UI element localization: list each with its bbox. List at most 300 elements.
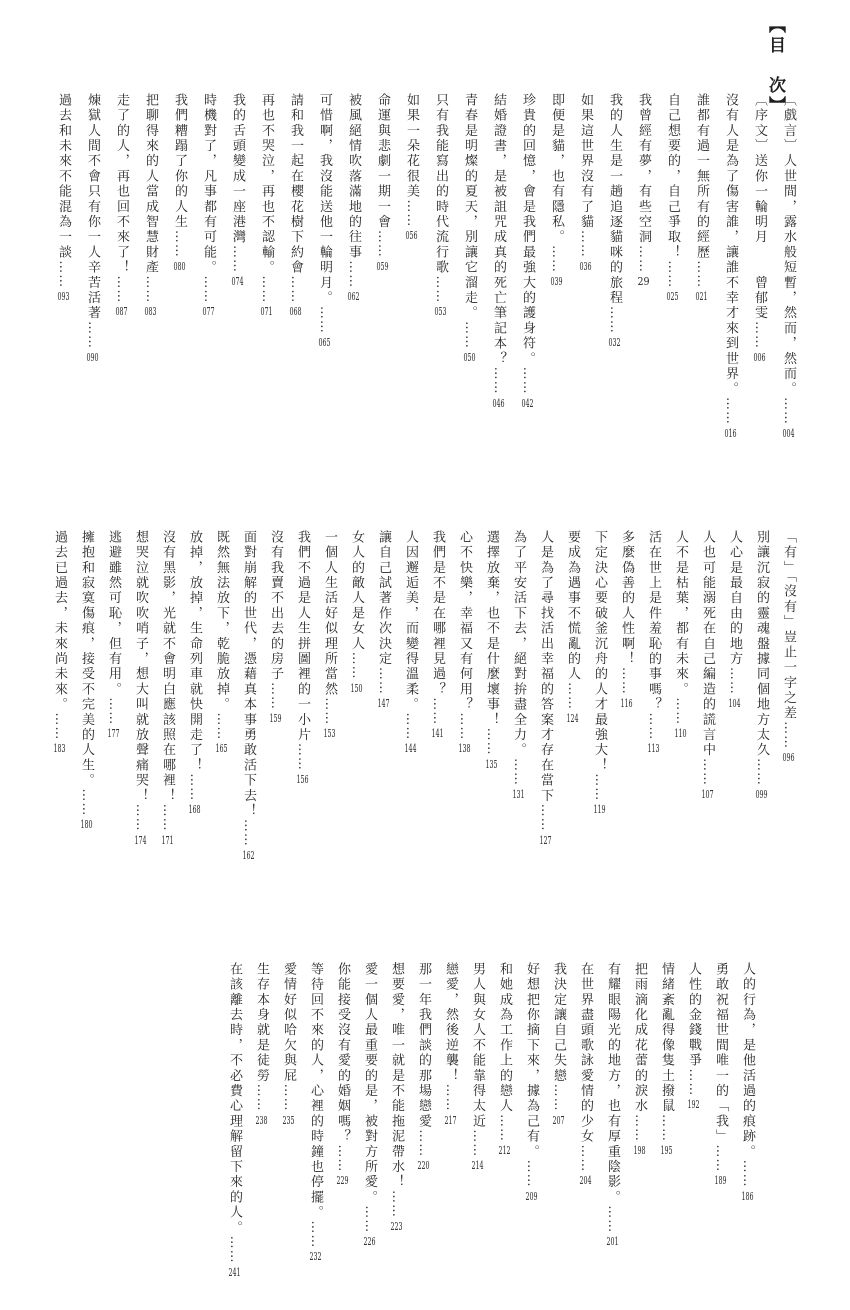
leader-dots: …… [754, 758, 769, 786]
toc-entry [637, 93, 650, 463]
page-number: 241 [228, 1266, 241, 1278]
toc-entry [377, 530, 390, 905]
page-number: 042 [521, 397, 534, 409]
page-number: 090 [86, 352, 99, 363]
entry-title: 等待回不來的人，心裡的時鐘也停擺。 [308, 962, 323, 1221]
toc-entry [309, 962, 322, 1310]
leader-dots: …… [433, 275, 448, 304]
toc-entry [512, 530, 525, 905]
entry-title: 在世界盡頭歌詠愛情的少女 [578, 962, 593, 1145]
entry-title: 既然無法放下，乾脆放掉。 [214, 530, 229, 713]
entry-title: 即便是貓，也有隱私。 [549, 93, 564, 245]
page-number: 198 [633, 1145, 646, 1156]
entry-title: 過去已過去，未來尚未來。 [52, 530, 67, 713]
leader-dots: …… [484, 727, 499, 756]
page-number: 127 [539, 834, 552, 846]
leader-dots: …… [665, 260, 680, 289]
page-number: 068 [289, 306, 302, 318]
toc-entry [550, 93, 563, 463]
leader-dots: …… [781, 721, 796, 750]
page-number: 162 [242, 849, 255, 861]
leader-dots: …… [632, 1114, 647, 1142]
leader-dots: …… [740, 1159, 755, 1188]
toc-entry [255, 962, 268, 1310]
page-number: 226 [363, 1236, 376, 1248]
entry-title: 我的舌頭變成一座港灣 [230, 93, 245, 245]
leader-dots: …… [346, 260, 361, 289]
leader-dots: …… [404, 199, 419, 228]
entry-title: 結婚證書，是被詛咒成真的死亡筆記本？ [491, 93, 506, 367]
entry-title: 「有」「沒有」豈止一字之差 [781, 530, 796, 722]
entry-title: 多麼偽善的人性啊！ [619, 530, 634, 667]
entry-title: 人因邂逅美，而變得溫柔。 [403, 530, 418, 713]
entry-title: 放掉，放掉，生命列車就快開走了！ [187, 530, 202, 774]
leader-dots: …… [565, 682, 580, 710]
toc-entry [86, 93, 99, 463]
entry-title: 珍貴的回憶，會是我們最強大的護身符。 [520, 93, 535, 367]
toc-entry [647, 530, 660, 905]
toc-entry [289, 93, 302, 463]
page-number: 059 [376, 260, 389, 272]
entry-title: 沒有黑影，光就不會明白應該照在哪裡！ [160, 530, 175, 804]
page-number: 214 [471, 1160, 484, 1172]
leader-dots: …… [470, 1129, 485, 1158]
page-number: 159 [269, 713, 282, 724]
toc-entry [458, 530, 471, 905]
entry-title: 走了的人，再也回不來了！ [114, 93, 129, 276]
leader-dots: …… [403, 712, 418, 741]
entry-title: 人心是最自由的地方 [727, 530, 742, 667]
page-number: 021 [695, 291, 708, 303]
leader-dots: …… [578, 229, 593, 258]
page-number: 141 [431, 728, 444, 740]
toc-entry [417, 962, 430, 1310]
leader-dots: …… [201, 275, 216, 304]
entry-title: 人性的金錢戰爭 [686, 962, 701, 1069]
page-number: 077 [202, 306, 215, 318]
toc-entry [269, 530, 282, 905]
leader-dots: …… [322, 697, 337, 726]
leader-dots: …… [308, 1220, 323, 1249]
entry-title: 下定決心要破釜沉舟的人才最強大！ [592, 530, 607, 774]
entry-title: 讓自己試著作次決定 [376, 530, 391, 667]
page-number: 217 [444, 1114, 457, 1126]
page-number: 186 [741, 1190, 754, 1202]
page-number: 195 [660, 1145, 673, 1156]
entry-title: 有耀眼陽光的地方，也有厚重陰影。 [605, 962, 620, 1206]
page-number: 039 [550, 276, 563, 287]
page-number: 083 [144, 306, 157, 318]
entry-title: 煉獄人間不會只有你一人辛苦活著 [85, 93, 100, 321]
toc-entry [521, 93, 534, 463]
entry-title: 只有我能寫出的時代流行歌 [433, 93, 448, 276]
page-number: 171 [161, 834, 174, 846]
toc-entry [80, 530, 93, 905]
toc-entry [724, 93, 737, 463]
leader-dots: …… [389, 1190, 404, 1218]
entry-title: 誰都有過一無所有的經歷 [694, 93, 709, 261]
entry-title: 人也可能溺死在自己編造的謊言中 [700, 530, 715, 758]
leader-dots: …… [187, 773, 202, 802]
leader-dots: …… [781, 397, 796, 425]
page-number: 232 [309, 1251, 322, 1263]
leader-dots: …… [281, 1083, 296, 1112]
toc-entry [608, 93, 621, 463]
leader-dots: …… [241, 818, 256, 847]
toc-entry [674, 530, 687, 905]
page-number: 074 [231, 276, 244, 287]
toc-entry [318, 93, 331, 463]
page-number: 189 [714, 1175, 727, 1187]
page-number: 138 [458, 743, 471, 755]
entry-title: 生存本身就是徒勞 [254, 962, 269, 1084]
entry-title: 愛情好似哈欠與屁 [281, 962, 296, 1084]
leader-dots: …… [133, 803, 148, 832]
page-number: 110 [674, 728, 687, 740]
entry-title: 女人的敵人是女人 [349, 530, 364, 652]
page-number: 238 [255, 1114, 268, 1126]
leader-dots: …… [497, 1114, 512, 1142]
leader-dots: …… [700, 758, 715, 786]
page-number: 183 [53, 743, 66, 755]
entry-title: 情緒紊亂得像隻土撥鼠 [659, 962, 674, 1114]
toc-entry [492, 93, 505, 463]
entry-title: 面對崩解的世代，憑藉真本事勇敢活下去！ [241, 530, 256, 819]
entry-title: 心不快樂，幸福又有何用？ [457, 530, 472, 713]
leader-dots: …… [227, 1235, 242, 1264]
leader-dots: …… [416, 1129, 431, 1158]
leader-dots: …… [462, 321, 477, 349]
page-number: 032 [608, 336, 621, 348]
page-number: 192 [687, 1099, 700, 1111]
toc-entry [782, 93, 795, 463]
entry-title: 自己想要的，自己爭取！ [665, 93, 680, 261]
toc-entry [485, 530, 498, 905]
entry-title: 我們不過是人生拼圖裡的一小片 [295, 530, 310, 743]
entry-title: 一個人生活好似理所當然 [322, 530, 337, 698]
toc-entry [701, 530, 714, 905]
page-number: 006 [753, 352, 766, 363]
entry-title: 我曾經有夢，有些空洞 [636, 93, 651, 245]
entry-title: 選擇放棄，也不是什麼壞事！ [484, 530, 499, 728]
leader-dots: …… [551, 1083, 566, 1112]
entry-title: 時機對了，凡事都有可能。 [201, 93, 216, 276]
toc-entry [173, 93, 186, 463]
page-number: 235 [282, 1114, 295, 1126]
entry-title: 人不是枯葉，都有未來。 [673, 530, 688, 698]
leader-dots: …… [295, 742, 310, 771]
leader-dots: …… [713, 1144, 728, 1173]
leader-dots: …… [362, 1205, 377, 1234]
page-number: 144 [404, 743, 417, 755]
entry-title: 在該離去時，不必費心理解留下來的人。 [227, 962, 242, 1236]
page-number: 223 [390, 1221, 403, 1232]
entry-title: 把聊得來的人當成智慧財產 [143, 93, 158, 276]
page-number: 220 [417, 1160, 430, 1172]
leader-dots: …… [143, 275, 158, 304]
toc-entry [606, 962, 619, 1310]
entry-title: 要成為遇事不慌亂的人 [565, 530, 580, 682]
toc-entry [350, 530, 363, 905]
toc-entry [539, 530, 552, 905]
toc-entry [728, 530, 741, 905]
leader-dots: …… [605, 1205, 620, 1234]
toc-entry [695, 93, 708, 463]
page-number: 099 [755, 789, 768, 800]
toc-entry [202, 93, 215, 463]
page-number: 119 [593, 804, 606, 816]
leader-dots: …… [694, 260, 709, 289]
page-number: 147 [377, 697, 390, 709]
page-number: 062 [347, 291, 360, 303]
entry-title: 勇敢祝福世間唯一的「我」 [713, 962, 728, 1145]
entry-title: 被風絕情吹落滿地的往事 [346, 93, 361, 261]
leader-dots: …… [56, 260, 71, 289]
toc-entry [336, 962, 349, 1310]
leader-dots: …… [376, 666, 391, 695]
leader-dots: …… [259, 275, 274, 304]
page-number: 168 [188, 804, 201, 816]
leader-dots: …… [752, 321, 767, 349]
page-number: 153 [323, 728, 336, 740]
page-number: 209 [525, 1190, 538, 1202]
toc-entry [57, 93, 70, 463]
toc-entry [714, 962, 727, 1310]
entry-title: 〔序文〕送你一輪明月 曾郁雯 [752, 93, 767, 321]
toc-entry [552, 962, 565, 1310]
page-number: 050 [463, 352, 476, 363]
entry-title: 人是為了尋找活出幸福的答案才存在當下 [538, 530, 553, 804]
entry-title: 人的行為，是他活過的痕跡。 [740, 962, 755, 1160]
leader-dots: …… [491, 366, 506, 395]
page-number: 065 [318, 336, 331, 348]
entry-title: 好想把你摘下來，據為己有。 [524, 962, 539, 1160]
page-number: 180 [80, 819, 93, 831]
leader-dots: …… [607, 305, 622, 334]
toc-entry [620, 530, 633, 905]
entry-title: 想哭泣就吹吹哨子，想大叫就放聲痛哭！ [133, 530, 148, 804]
entry-title: 我的人生是一趟追逐貓咪的旅程 [607, 93, 622, 306]
leader-dots: …… [659, 1114, 674, 1142]
toc-entry [633, 962, 646, 1310]
toc-entry [161, 530, 174, 905]
toc-entry [144, 93, 157, 463]
leader-dots: …… [335, 1144, 350, 1173]
entry-title: 想要愛，唯一就是不能拖泥帶水！ [389, 962, 404, 1190]
toc-entry [134, 530, 147, 905]
toc-entry [579, 93, 592, 463]
page-number: 053 [434, 306, 447, 318]
page-number: 107 [701, 789, 714, 800]
leader-dots: …… [349, 651, 364, 680]
toc-entry [404, 530, 417, 905]
toc-entry [228, 962, 241, 1310]
page-number: 087 [115, 306, 128, 318]
page-number: 124 [566, 713, 579, 724]
leader-dots: …… [673, 697, 688, 726]
toc-entry [107, 530, 120, 905]
page-number: 156 [296, 773, 309, 785]
page-number: 036 [579, 260, 592, 272]
leader-dots: …… [636, 245, 651, 273]
entry-title: 過去和未來不能混為一談 [56, 93, 71, 261]
leader-dots: …… [520, 366, 535, 395]
leader-dots: …… [172, 229, 187, 258]
leader-dots: …… [549, 245, 564, 273]
page-number: 104 [728, 697, 741, 709]
entry-title: 青春是明燦的夏天，別讓它溜走。 [462, 93, 477, 321]
toc-entry [188, 530, 201, 905]
toc-entry [242, 530, 255, 905]
toc-section-1 [41, 93, 795, 463]
toc-section-2 [39, 530, 795, 905]
leader-dots: …… [646, 712, 661, 741]
toc-entry [755, 530, 768, 905]
leader-dots: …… [592, 773, 607, 802]
toc-entry [376, 93, 389, 463]
toc-entry [296, 530, 309, 905]
toc-entry [566, 530, 579, 905]
page-number: 204 [579, 1175, 592, 1187]
leader-dots: …… [114, 275, 129, 304]
page-number: 212 [498, 1145, 511, 1156]
entry-title: 可惜啊，我沒能送他一輪明月。 [317, 93, 332, 306]
leader-dots: …… [430, 697, 445, 726]
toc-entry [666, 93, 679, 463]
toc-entry [431, 530, 444, 905]
leader-dots: …… [443, 1083, 458, 1112]
toc-entry [115, 93, 128, 463]
leader-dots: …… [214, 712, 229, 741]
page-number: 177 [107, 728, 120, 740]
toc-entry [347, 93, 360, 463]
page-number: 29 [637, 276, 650, 287]
entry-title: 你能接受沒有愛的婚姻嗎？ [335, 962, 350, 1145]
leader-dots: …… [230, 245, 245, 273]
leader-dots: …… [511, 758, 526, 786]
page-number: 131 [512, 789, 525, 800]
toc-entry [463, 93, 476, 463]
entry-title: 為了平安活下去，絕對拚盡全力。 [511, 530, 526, 758]
page-number: 165 [215, 743, 228, 755]
toc-entry [525, 962, 538, 1310]
page-number: 135 [485, 758, 498, 770]
leader-dots: …… [317, 305, 332, 334]
page-number: 113 [647, 743, 660, 755]
toc-entry [363, 962, 376, 1310]
toc-entry [215, 530, 228, 905]
toc-entry [660, 962, 673, 1310]
entry-title: 再也不哭泣，再也不認輸。 [259, 93, 274, 276]
entry-title: 命運與悲劇一期一會 [375, 93, 390, 230]
leader-dots: …… [538, 803, 553, 832]
entry-title: 〔戲言〕人世間，露水般短暫，然而，然而。 [781, 93, 796, 397]
page-number: 093 [57, 291, 70, 303]
leader-dots: …… [160, 803, 175, 832]
leader-dots: …… [578, 1144, 593, 1173]
page-title: 【目 次】 [765, 16, 785, 116]
page-number: 025 [666, 291, 679, 303]
entry-title: 擁抱和寂寞傷痕，接受不完美的人生。 [79, 530, 94, 789]
entry-title: 男人與女人不能靠得太近 [470, 962, 485, 1130]
page-number: 016 [724, 428, 737, 439]
entry-title: 那一年我們談的那場戀愛 [416, 962, 431, 1130]
page-number: 071 [260, 306, 273, 318]
page-number: 004 [782, 428, 795, 439]
entry-title: 別讓沉寂的靈魂盤據同個地方太久 [754, 530, 769, 758]
page-number: 201 [606, 1236, 619, 1248]
toc-section-3 [214, 962, 754, 1310]
page-number: 056 [405, 230, 418, 242]
entry-title: 戀愛，然後逆襲！ [443, 962, 458, 1084]
toc-entry [434, 93, 447, 463]
leader-dots: …… [268, 682, 283, 710]
entry-title: 沒有我賣不出去的房子 [268, 530, 283, 682]
entry-title: 我們是不是在哪裡見過？ [430, 530, 445, 698]
entry-title: 我決定讓自己失戀 [551, 962, 566, 1084]
page-number: 046 [492, 397, 505, 409]
leader-dots: …… [727, 666, 742, 695]
page-number: 207 [552, 1114, 565, 1126]
page-number: 174 [134, 834, 147, 846]
entry-title: 愛一個人最重要的是，被對方所愛。 [362, 962, 377, 1206]
entry-title: 如果一朵花很美 [404, 93, 419, 200]
leader-dots: …… [288, 275, 303, 304]
leader-dots: …… [79, 788, 94, 817]
toc-entry [260, 93, 273, 463]
entry-title: 把雨滴化成花蕾的淚水 [632, 962, 647, 1114]
page-number: 096 [782, 752, 795, 764]
leader-dots: …… [524, 1159, 539, 1188]
entry-title: 如果這世界沒有了貓 [578, 93, 593, 230]
entry-title: 沒有人是為了傷害誰，讓誰不幸才來到世界。 [723, 93, 738, 397]
entry-title: 我們糟蹋了你的人生 [172, 93, 187, 230]
leader-dots: …… [254, 1083, 269, 1112]
leader-dots: …… [619, 666, 634, 695]
leader-dots: …… [106, 697, 121, 726]
toc-entry [405, 93, 418, 463]
page-number: 116 [620, 697, 633, 709]
page-number: 080 [173, 260, 186, 272]
leader-dots: …… [85, 321, 100, 349]
toc-entry [231, 93, 244, 463]
page-number: 229 [336, 1175, 349, 1187]
entry-title: 請和我一起在櫻花樹下約會 [288, 93, 303, 276]
toc-entry [593, 530, 606, 905]
toc-entry [282, 962, 295, 1310]
toc-entry [53, 530, 66, 905]
leader-dots: …… [375, 229, 390, 258]
leader-dots: …… [457, 712, 472, 741]
leader-dots: …… [686, 1068, 701, 1097]
toc-entry [753, 93, 766, 463]
entry-title: 活在世上是件羞恥的事嗎？ [646, 530, 661, 713]
toc-entry [782, 530, 795, 905]
page-number: 150 [350, 682, 363, 694]
toc-entry [687, 962, 700, 1310]
leader-dots: …… [723, 397, 738, 425]
toc-entry [444, 962, 457, 1310]
toc-entry [498, 962, 511, 1310]
entry-title: 逃避雖然可恥，但有用。 [106, 530, 121, 698]
toc-entry [579, 962, 592, 1310]
toc-entry [471, 962, 484, 1310]
toc-entry [323, 530, 336, 905]
toc-entry [741, 962, 754, 1310]
toc-entry [390, 962, 403, 1310]
entry-title: 和她成為工作上的戀人 [497, 962, 512, 1114]
leader-dots: …… [52, 712, 67, 741]
